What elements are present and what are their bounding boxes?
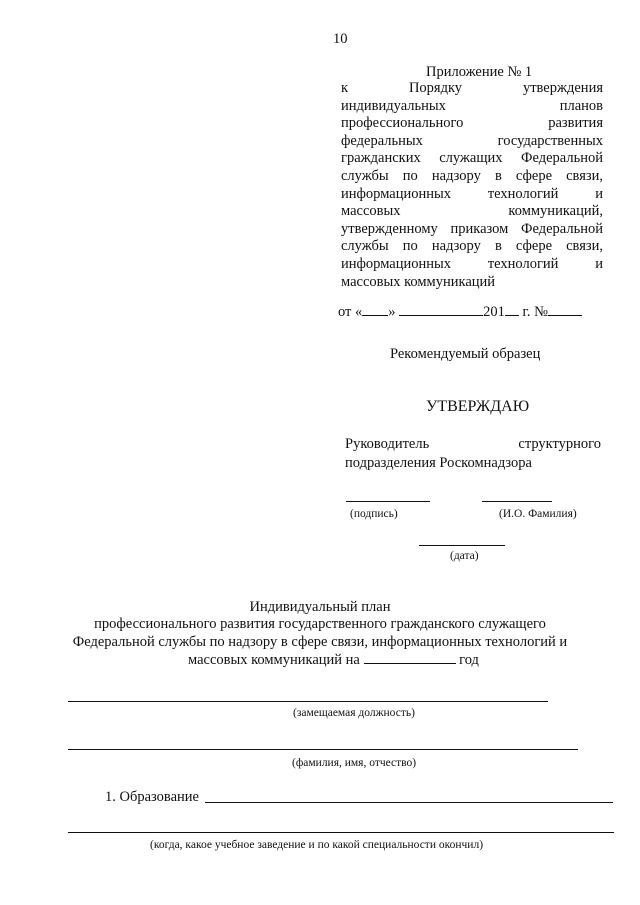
date-line <box>419 545 505 546</box>
education-hint: (когда, какое учебное заведение и по какой специальности окончил) <box>150 839 484 851</box>
education-line-1 <box>205 802 613 803</box>
approve-line-1 <box>345 436 601 454</box>
appendix-word: утверждения <box>522 80 603 96</box>
number-blank <box>548 303 582 316</box>
education-number: 1. <box>105 789 116 805</box>
appendix-line <box>341 80 603 98</box>
plan-year-blank <box>364 651 456 664</box>
appendix-word: в <box>494 238 502 255</box>
plan-line-2: профессионального развития государственного гражданского служащего <box>94 616 546 632</box>
appendix-word: служащих <box>439 150 503 167</box>
approve-title: УТВЕРЖДАЮ <box>426 398 530 415</box>
date-close: » <box>388 304 396 320</box>
appendix-word: профессионального <box>341 115 464 132</box>
appendix-word: по <box>402 238 418 255</box>
appendix-word: информационных <box>341 255 451 272</box>
plan-line-4 <box>188 651 479 669</box>
appendix-line <box>341 221 603 239</box>
appendix-word: массовых <box>341 203 401 220</box>
appendix-word: надзору <box>431 238 481 255</box>
page-number: 10 <box>333 31 348 47</box>
name-label: (И.О. Фамилия) <box>499 508 577 520</box>
appendix-word: и <box>595 185 603 202</box>
plan-line-4-prefix: массовых коммуникаций на <box>188 652 360 668</box>
plan-line-4-suffix: год <box>459 652 479 668</box>
appendix-word: по <box>402 167 418 184</box>
approve-line-2: подразделения Роскомнадзора <box>345 455 532 471</box>
appendix-word: гражданских <box>341 150 421 167</box>
appendix-line <box>341 274 603 292</box>
appendix-line <box>341 203 603 221</box>
appendix-word: к <box>341 80 349 96</box>
education-row <box>105 788 199 806</box>
appendix-word: коммуникаций, <box>508 203 603 220</box>
signature-label: (подпись) <box>350 508 398 520</box>
approve-word-2: структурного <box>518 436 601 452</box>
appendix-word: сфере <box>515 238 553 255</box>
year-blank <box>505 303 519 316</box>
year-prefix: 201 <box>483 304 505 320</box>
education-line-2 <box>68 832 614 833</box>
recommended-sample: Рекомендуемый образец <box>390 346 541 362</box>
appendix-date-line <box>338 303 582 321</box>
appendix-line <box>341 98 603 116</box>
position-line <box>68 701 548 702</box>
appendix-title: Приложение № 1 <box>426 64 533 80</box>
appendix-text <box>341 80 603 291</box>
fio-label: (фамилия, имя, отчество) <box>292 757 417 769</box>
position-label: (замещаемая должность) <box>293 707 415 719</box>
appendix-word: утвержденному <box>341 220 438 237</box>
date-label: (дата) <box>450 550 479 562</box>
approve-word-1: Руководитель <box>345 436 430 452</box>
appendix-line <box>341 150 603 168</box>
appendix-line <box>341 256 603 274</box>
appendix-word: индивидуальных <box>341 97 446 114</box>
appendix-word: в <box>494 167 502 184</box>
appendix-word: федеральных <box>341 132 423 149</box>
appendix-word: информационных <box>341 185 451 202</box>
appendix-word: связи, <box>566 167 603 184</box>
appendix-word: Федеральной <box>521 220 603 237</box>
appendix-line <box>341 186 603 204</box>
appendix-word: и <box>595 255 603 272</box>
appendix-word: службы <box>341 238 389 255</box>
appendix-word: надзору <box>431 167 481 184</box>
plan-line-3: Федеральной службы по надзору в сфере связи, информационных технологий и <box>72 634 568 650</box>
appendix-word: планов <box>559 97 603 114</box>
name-line <box>482 501 552 502</box>
appendix-word: сфере <box>515 167 553 184</box>
number-sign: № <box>534 304 548 320</box>
education-label: Образование <box>119 789 199 805</box>
date-month-blank <box>399 303 483 316</box>
fio-line <box>68 749 578 750</box>
appendix-word: приказом <box>450 220 509 237</box>
appendix-word: службы <box>341 167 389 184</box>
year-suffix: г. <box>522 304 531 320</box>
appendix-word: государственных <box>497 132 603 149</box>
appendix-word: массовых коммуникаций <box>341 273 496 290</box>
appendix-word: связи, <box>566 238 603 255</box>
appendix-word: Порядку <box>408 80 463 96</box>
appendix-line <box>341 133 603 151</box>
appendix-line <box>341 238 603 256</box>
date-prefix: от « <box>338 304 363 320</box>
appendix-word: Федеральной <box>521 150 603 167</box>
appendix-line <box>341 115 603 133</box>
signature-line <box>346 501 430 502</box>
date-day-blank <box>362 303 388 316</box>
appendix-word: технологий <box>487 255 559 272</box>
appendix-word: технологий <box>487 185 559 202</box>
appendix-line <box>341 168 603 186</box>
appendix-word: развития <box>548 115 603 132</box>
plan-title: Индивидуальный план <box>249 599 391 615</box>
